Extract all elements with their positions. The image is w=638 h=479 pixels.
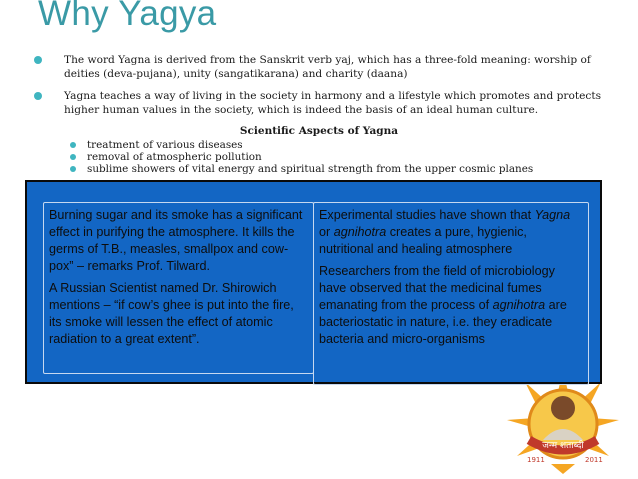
- left-quote-para-1: Burning sugar and its smoke has a significant effect in purifying the atmosphere. It kills the germs of T.B., measles, smallpox and cow-pox” – remarks Prof. Tilward.: [49, 208, 303, 273]
- text-run: creates a pure, hygienic, nutritional and healing atmosphere: [319, 225, 527, 256]
- bullet-yagna-meaning: [34, 53, 604, 81]
- quotes-panel: [25, 180, 602, 384]
- bullet-yagna-teaching: [34, 89, 604, 117]
- emblem-flame: [551, 464, 575, 474]
- bullet-dot-icon: [70, 166, 76, 172]
- text-run: are bacteriostatic in nature, i.e. they eradicate bacteria and micro-organisms: [319, 298, 567, 346]
- slide-title: Why Yagya: [38, 0, 217, 33]
- text-run: or: [319, 225, 334, 239]
- list-item-text: removal of atmospheric pollution: [87, 151, 262, 163]
- left-quote-box: [43, 202, 314, 374]
- emblem-year-right: 2011: [585, 456, 603, 464]
- bullet-dot-icon: [34, 92, 42, 100]
- text-run: Researchers from the field of microbiology have observed that the medicinal fumes emanating from the process of: [319, 264, 555, 312]
- emblem-banner-text: जन्म शताब्दी: [542, 441, 584, 451]
- text-run-italic: agnihotra: [333, 225, 387, 239]
- right-quote-para-1: [319, 207, 582, 258]
- scientific-aspects-heading: Scientific Aspects of Yagna: [239, 125, 399, 137]
- emblem-year-left: 1911: [527, 456, 545, 464]
- main-bullet-list: [34, 53, 604, 125]
- text-run-italic: agnihotra: [492, 298, 546, 312]
- bullet-dot-icon: [70, 154, 76, 160]
- bullet-text: Yagna teaches a way of living in the society in harmony and a lifestyle which promotes and protects higher human values in the society, which is indeed the basis of an ideal human culture.: [64, 90, 602, 116]
- scientific-aspects-list: [70, 139, 610, 175]
- list-item-text: treatment of various diseases: [87, 139, 243, 151]
- left-quote-para-2: A Russian Scientist named Dr. Shirowich mentions – “if cow’s ghee is put into the fire, its smoke will lessen the effect of atomic radiation to a great extent”.: [49, 281, 294, 346]
- right-quote-box: [313, 202, 589, 385]
- list-item: [70, 163, 610, 175]
- list-item-text: sublime showers of vital energy and spiritual strength from the upper cosmic planes: [87, 163, 534, 175]
- list-item: [70, 151, 610, 163]
- bullet-dot-icon: [34, 56, 42, 64]
- right-quote-para-2: [319, 263, 582, 348]
- list-item: [70, 139, 610, 151]
- bullet-text: The word Yagna is derived from the Sanskrit verb yaj, which has a three-fold meaning: worship of deities (deva-pujana), unity (sangatikarana) and charity (daana): [64, 54, 591, 80]
- text-run-italic: Yagna: [534, 208, 571, 222]
- bullet-dot-icon: [70, 142, 76, 148]
- text-run: Experimental studies have shown that: [319, 208, 535, 222]
